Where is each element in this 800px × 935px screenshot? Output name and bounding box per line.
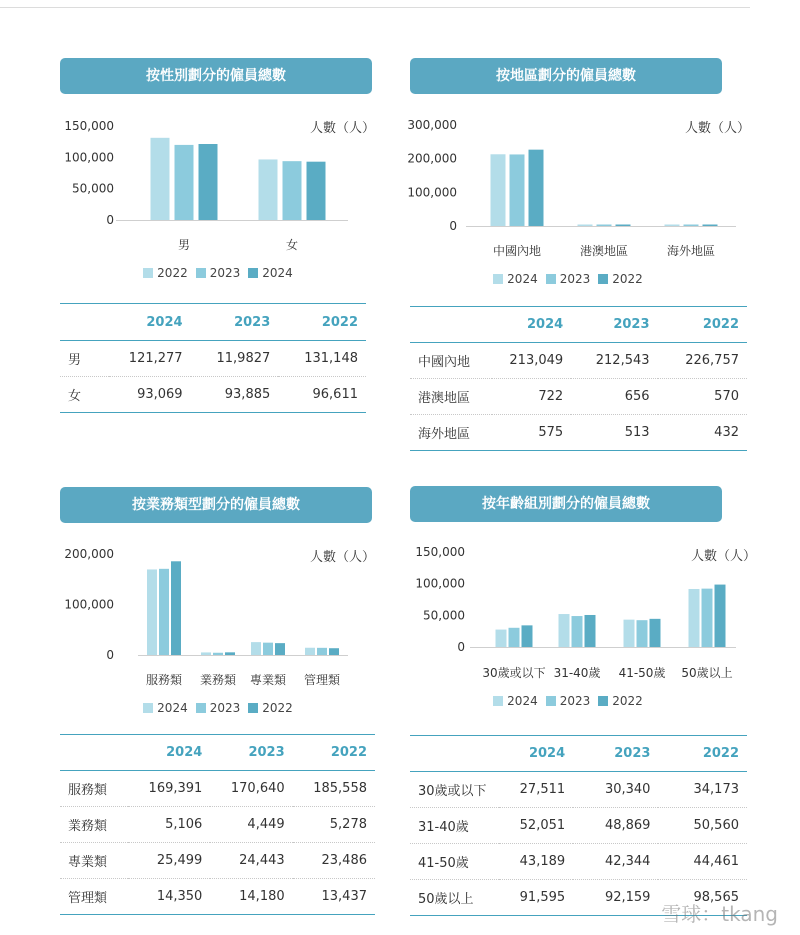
table-cell: 43,189 (499, 844, 573, 880)
legend-label: 2024 (507, 694, 538, 708)
table-cell: 96,611 (278, 377, 366, 413)
unit-label: 人數（人） (310, 550, 376, 565)
table-header-cell: 2024 (109, 304, 191, 341)
top-divider (0, 7, 750, 8)
chart-legend (410, 272, 726, 286)
table-cell: 121,277 (109, 341, 191, 377)
bar-2022 (275, 643, 285, 655)
category-label: 中國內地 (492, 244, 542, 258)
table-header-cell: 2022 (293, 735, 375, 771)
legend-label: 2022 (612, 694, 643, 708)
table-cell: 管理類 (60, 879, 128, 915)
legend-swatch (248, 268, 258, 278)
legend-swatch (143, 703, 153, 713)
bar-2024 (199, 144, 218, 220)
table-cell: 131,148 (278, 341, 366, 377)
y-tick-label: 0 (106, 648, 114, 662)
table-row (60, 843, 375, 879)
unit-label: 人數（人） (691, 549, 757, 564)
legend-item (248, 266, 293, 280)
bar-2024 (665, 225, 680, 227)
legend-swatch (143, 268, 153, 278)
table-cell: 44,461 (658, 844, 747, 880)
bar-2024 (201, 652, 211, 655)
table-cell: 4,449 (210, 807, 292, 843)
legend-label: 2023 (209, 701, 241, 715)
legend-item (546, 272, 591, 286)
table-cell: 93,069 (109, 377, 191, 413)
data-table (410, 306, 747, 451)
legend-label: 2022 (157, 266, 188, 280)
bar-2024 (496, 630, 507, 647)
y-tick-label: 100,000 (64, 150, 114, 165)
table-header-cell: 2022 (278, 304, 366, 341)
table-cell: 34,173 (658, 772, 747, 808)
y-tick-label: 50,000 (423, 608, 465, 623)
table-cell: 31-40歲 (410, 808, 499, 844)
y-tick-label: 50,000 (72, 181, 114, 196)
bar-2022 (585, 615, 596, 647)
chart-title-banner: 按年齡組別劃分的僱員總數 (410, 486, 722, 522)
table-cell: 50,560 (658, 808, 747, 844)
bar-2023 (283, 161, 302, 220)
chart-title-banner: 按業務類型劃分的僱員總數 (60, 487, 372, 523)
table-cell: 服務類 (60, 771, 128, 807)
table-header-cell: 2022 (658, 307, 747, 343)
bar-2023 (509, 628, 520, 647)
table-cell: 專業類 (60, 843, 128, 879)
table-cell: 170,640 (210, 771, 292, 807)
y-tick-label: 0 (106, 213, 114, 227)
bar-chart (410, 532, 757, 692)
bar-2022 (529, 150, 544, 226)
table-row (410, 415, 747, 451)
category-label: 30歲或以下 (482, 666, 546, 680)
table-cell: 226,757 (658, 343, 747, 379)
legend-swatch (493, 696, 503, 706)
y-tick-label: 150,000 (415, 545, 465, 559)
y-tick-label: 0 (449, 219, 457, 233)
data-table (410, 735, 747, 916)
legend-item (248, 701, 293, 715)
bar-2023 (263, 643, 273, 655)
category-label: 31-40歲 (553, 666, 601, 680)
bar-2022 (522, 625, 533, 647)
table-cell: 48,869 (573, 808, 658, 844)
legend-swatch (248, 703, 258, 713)
bar-2024 (578, 225, 593, 227)
bar-2023 (637, 620, 648, 647)
bar-2023 (213, 653, 223, 655)
bar-2024 (559, 614, 570, 647)
category-label: 業務類 (199, 673, 237, 687)
table-cell: 213,049 (492, 343, 571, 379)
table-cell: 女 (60, 377, 109, 413)
y-tick-label: 200,000 (407, 151, 457, 166)
table-header-cell: 2022 (658, 736, 747, 772)
table-cell: 570 (658, 379, 747, 415)
chart-title-banner: 按性別劃分的僱員總數 (60, 58, 372, 94)
bar-2024 (689, 589, 700, 647)
y-tick-label: 100,000 (64, 597, 114, 612)
table-row (410, 808, 747, 844)
table-row (410, 844, 747, 880)
legend-item (598, 694, 643, 708)
table-header-cell: 2023 (571, 307, 657, 343)
table-header-cell: 2024 (499, 736, 573, 772)
legend-item (546, 694, 591, 708)
bar-2023 (510, 154, 525, 226)
legend-swatch (493, 274, 503, 284)
bar-2022 (703, 225, 718, 227)
y-tick-label: 300,000 (407, 118, 457, 132)
table-row (60, 341, 366, 377)
bar-2023 (702, 589, 713, 647)
bar-2022 (259, 159, 278, 220)
legend-swatch (196, 703, 206, 713)
table-cell: 港澳地區 (410, 379, 492, 415)
y-tick-label: 100,000 (415, 576, 465, 591)
bar-2024 (307, 162, 326, 220)
table-header-row (410, 736, 747, 772)
table-header-cell: 2024 (128, 735, 210, 771)
legend-swatch (598, 274, 608, 284)
legend-label: 2022 (262, 701, 293, 715)
table-cell: 海外地區 (410, 415, 492, 451)
table-row (60, 879, 375, 915)
table-cell: 575 (492, 415, 571, 451)
category-label: 港澳地區 (579, 244, 629, 258)
bar-2024 (491, 154, 506, 226)
table-cell: 25,499 (128, 843, 210, 879)
category-label: 管理類 (303, 673, 341, 687)
data-table (60, 734, 375, 915)
bar-2023 (684, 225, 699, 227)
legend-item (493, 694, 538, 708)
table-cell: 13,437 (293, 879, 375, 915)
table-cell: 50歲以上 (410, 880, 499, 916)
unit-label: 人數（人） (310, 121, 376, 136)
legend-label: 2023 (559, 694, 591, 708)
table-cell: 5,106 (128, 807, 210, 843)
table-header-cell: 2023 (210, 735, 292, 771)
legend-item (196, 701, 241, 715)
category-label: 50歲以上 (681, 666, 733, 680)
table-cell: 5,278 (293, 807, 375, 843)
bar-2023 (572, 616, 583, 647)
table-cell: 91,595 (499, 880, 573, 916)
y-tick-label: 150,000 (64, 119, 114, 133)
table-cell: 92,159 (573, 880, 658, 916)
bar-2022 (329, 648, 339, 655)
chart-legend (410, 694, 726, 708)
category-label: 專業類 (249, 673, 287, 687)
table-cell: 656 (571, 379, 657, 415)
legend-label: 2024 (507, 272, 538, 286)
table-row (60, 377, 366, 413)
table-cell: 24,443 (210, 843, 292, 879)
y-tick-label: 0 (457, 640, 465, 654)
table-cell: 男 (60, 341, 109, 377)
table-header-cell (60, 304, 109, 341)
legend-label: 2023 (209, 266, 241, 280)
table-header-cell (60, 735, 128, 771)
category-label: 服務類 (145, 673, 183, 687)
table-header-cell (410, 307, 492, 343)
chart-legend (60, 701, 376, 715)
table-cell: 30,340 (573, 772, 658, 808)
legend-label: 2022 (612, 272, 643, 286)
category-label: 女 (285, 238, 299, 252)
watermark: 雪球：tkang (661, 902, 778, 926)
table-row (60, 807, 375, 843)
legend-swatch (598, 696, 608, 706)
bar-2023 (317, 648, 327, 655)
table-row (60, 771, 375, 807)
table-row (410, 772, 747, 808)
bar-2022 (650, 619, 661, 647)
chart-legend (60, 266, 376, 280)
bar-chart (60, 533, 376, 693)
table-header-cell: 2024 (492, 307, 571, 343)
bar-2023 (159, 569, 169, 655)
bar-2022 (225, 652, 235, 655)
table-header-cell (410, 736, 499, 772)
bar-2024 (305, 648, 315, 655)
bar-2023 (597, 225, 612, 227)
legend-label: 2024 (262, 266, 293, 280)
table-cell: 432 (658, 415, 747, 451)
bar-2022 (151, 138, 170, 220)
table-header-row (410, 307, 747, 343)
table-cell: 14,350 (128, 879, 210, 915)
legend-swatch (546, 274, 556, 284)
legend-swatch (196, 268, 206, 278)
bar-chart (407, 104, 751, 264)
bar-2024 (147, 569, 157, 655)
table-cell: 30歲或以下 (410, 772, 499, 808)
bar-2023 (175, 145, 194, 220)
table-header-row (60, 735, 375, 771)
table-cell: 11,9827 (191, 341, 279, 377)
table-cell: 513 (571, 415, 657, 451)
table-cell: 27,511 (499, 772, 573, 808)
category-label: 海外地區 (666, 244, 716, 258)
bar-2022 (171, 561, 181, 655)
table-cell: 212,543 (571, 343, 657, 379)
table-cell: 42,344 (573, 844, 658, 880)
bar-2022 (616, 225, 631, 227)
chart-title-banner: 按地區劃分的僱員總數 (410, 58, 722, 94)
category-label: 男 (177, 238, 191, 252)
table-header-row (60, 304, 366, 341)
table-cell: 52,051 (499, 808, 573, 844)
table-header-cell: 2023 (191, 304, 279, 341)
table-cell: 169,391 (128, 771, 210, 807)
table-cell: 中國內地 (410, 343, 492, 379)
table-row (410, 343, 747, 379)
bar-2024 (624, 620, 635, 647)
table-header-cell: 2023 (573, 736, 658, 772)
table-cell: 98,565 (658, 880, 747, 916)
legend-label: 2024 (157, 701, 188, 715)
bar-2022 (715, 585, 726, 647)
table-cell: 722 (492, 379, 571, 415)
legend-label: 2023 (559, 272, 591, 286)
legend-swatch (546, 696, 556, 706)
legend-item (143, 701, 188, 715)
table-cell: 41-50歲 (410, 844, 499, 880)
legend-item (196, 266, 241, 280)
table-cell: 185,558 (293, 771, 375, 807)
legend-item (598, 272, 643, 286)
bar-chart (60, 104, 376, 264)
unit-label: 人數（人） (685, 121, 751, 136)
table-cell: 23,486 (293, 843, 375, 879)
table-cell: 業務類 (60, 807, 128, 843)
y-tick-label: 200,000 (64, 547, 114, 561)
category-label: 41-50歲 (618, 666, 666, 680)
table-cell: 14,180 (210, 879, 292, 915)
legend-item (143, 266, 188, 280)
y-tick-label: 100,000 (407, 185, 457, 200)
bar-2024 (251, 642, 261, 655)
legend-item (493, 272, 538, 286)
table-cell: 93,885 (191, 377, 279, 413)
data-table (60, 303, 366, 413)
table-row (410, 379, 747, 415)
